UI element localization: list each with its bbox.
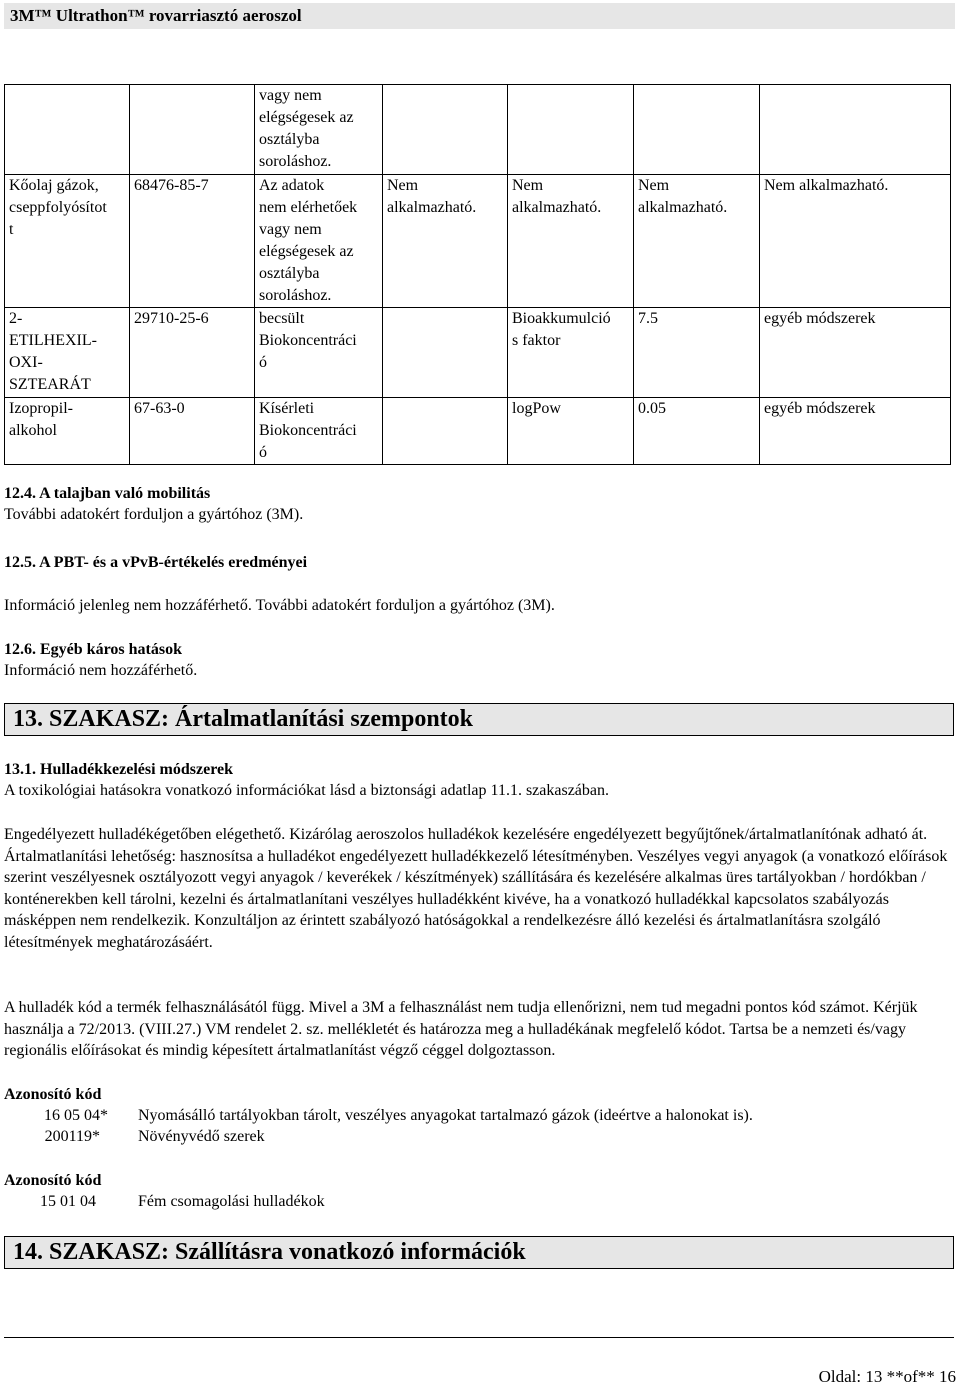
- table-row: [5, 308, 951, 398]
- ecotoxicity-table: [4, 84, 951, 465]
- section-14-title: 14. SZAKASZ: Szállításra vonatkozó információk: [4, 1236, 954, 1269]
- table-cell: Az adatok nem elérhetőek vagy nem elégségesek az osztályba soroláshoz.: [255, 175, 383, 308]
- table-cell: 68476-85-7: [130, 175, 255, 308]
- table-cell: [5, 85, 130, 175]
- section-12-6-heading: 12.6. Egyéb káros hatások: [4, 641, 182, 658]
- table-cell: Nem alkalmazható.: [383, 175, 508, 308]
- section-12-5-text: Információ jelenleg nem hozzáférhető. További adatokért forduljon a gyártóhoz (3M).: [4, 597, 555, 614]
- table-row: [5, 85, 951, 175]
- table-row: [5, 398, 951, 465]
- table-cell: egyéb módszerek: [760, 398, 951, 465]
- section-12-4-text: További adatokért forduljon a gyártóhoz (3M).: [4, 506, 304, 523]
- disposal-paragraph: Engedélyezett hulladékégetőben elégethető. Kizárólag aeroszolos hulladékok kezelésére engedélyezett begyűjtőnek/ártalmatlanítónak adható át. Ártalmatlanítási lehetőség: hasznosítsa a hulladékot engedélyezett hulladékkezelő létesítményben. Veszélyes vegyi anyagok (a vonatkozó előírások szerint veszélyesnek osztályozott vegyi anyagok / keverékek / készítmények) szállítására és kezelésére alkalmas üres tartályokban / hordókban / konténerekben kell tárolni, kezelni és ártalmatlanítani veszélyes hulladékként kivéve, ha a vonatkozó hulladékkal kapcsolatos szabályozás másképpen nem rendelkezik. Konzultáljon az érintett szabályozó hatóságokkal a rendelkezésre álló kezelési és ártalmatlanításra szolgáló létesítmények meghatározásáért.: [4, 826, 948, 951]
- table-cell: Kőolaj gázok, cseppfolyósítot t: [5, 175, 130, 308]
- table-cell: [508, 85, 634, 175]
- table-cell: [383, 85, 508, 175]
- table-cell: vagy nem elégségesek az osztályba soroláshoz.: [255, 85, 383, 175]
- table-cell: Nem alkalmazható.: [634, 175, 760, 308]
- waste-code-heading: Azonosító kód: [4, 1086, 102, 1103]
- page-number: Oldal: 13 **of** 16: [818, 1367, 956, 1386]
- waste-code: 16 05 04*: [44, 1107, 108, 1124]
- table-cell: becsült Biokoncentráci ó: [255, 308, 383, 398]
- table-cell: 7.5: [634, 308, 760, 398]
- section-13-1-text: A toxikológiai hatásokra vonatkozó információkat lásd a biztonsági adatlap 11.1. szakaszában.: [4, 782, 609, 799]
- section-13-title: 13. SZAKASZ: Ártalmatlanítási szempontok: [4, 703, 954, 736]
- waste-code: 200119*: [44, 1128, 100, 1145]
- table-cell: Nem alkalmazható.: [760, 175, 951, 308]
- waste-code-paragraph: A hulladék kód a termék felhasználásától függ. Mivel a 3M a felhasználást nem tudja ellenőrizni, nem tud megadni pontos kód számot. Kérjük használja a 72/2013. (VIII.27.) VM rendelet 2. sz. mellékletét és határozza meg a hulladékának megfelelő kódot. Tartsa be a nemzeti és/vagy regionális előírásokat és mindig képesített ártalmatlanítást végző céggel dolgoztasson.: [4, 999, 918, 1059]
- table-cell: [383, 308, 508, 398]
- table-cell: 29710-25-6: [130, 308, 255, 398]
- waste-code-heading: Azonosító kód: [4, 1172, 102, 1189]
- table-cell: [760, 85, 951, 175]
- table-cell: 2- ETILHEXIL- OXI- SZTEARÁT: [5, 308, 130, 398]
- waste-code: 15 01 04: [40, 1193, 96, 1210]
- table-cell: Kísérleti Biokoncentráci ó: [255, 398, 383, 465]
- table-cell: 67-63-0: [130, 398, 255, 465]
- table-cell: [383, 398, 508, 465]
- waste-code-description: Nyomásálló tartályokban tárolt, veszélyes anyagokat tartalmazó gázok (ideértve a halonokat is).: [138, 1107, 753, 1124]
- waste-code-description: Növényvédő szerek: [138, 1128, 265, 1145]
- table-cell: 0.05: [634, 398, 760, 465]
- document-header: 3M™ Ultrathon™ rovarriasztó aeroszol: [4, 3, 955, 29]
- section-12-4-heading: 12.4. A talajban való mobilitás: [4, 485, 211, 502]
- table-cell: Izopropil- alkohol: [5, 398, 130, 465]
- table-row: [5, 175, 951, 308]
- table-cell: [634, 85, 760, 175]
- table-cell: Bioakkumulció s faktor: [508, 308, 634, 398]
- waste-code-description: Fém csomagolási hulladékok: [138, 1193, 325, 1210]
- table-cell: [130, 85, 255, 175]
- table-cell: Nem alkalmazható.: [508, 175, 634, 308]
- table-cell: egyéb módszerek: [760, 308, 951, 398]
- footer-divider: [4, 1337, 954, 1338]
- table-cell: logPow: [508, 398, 634, 465]
- section-12-5-heading: 12.5. A PBT- és a vPvB-értékelés eredményei: [4, 554, 308, 571]
- section-12-6-text: Információ nem hozzáférhető.: [4, 662, 198, 679]
- section-13-1-heading: 13.1. Hulladékkezelési módszerek: [4, 761, 234, 778]
